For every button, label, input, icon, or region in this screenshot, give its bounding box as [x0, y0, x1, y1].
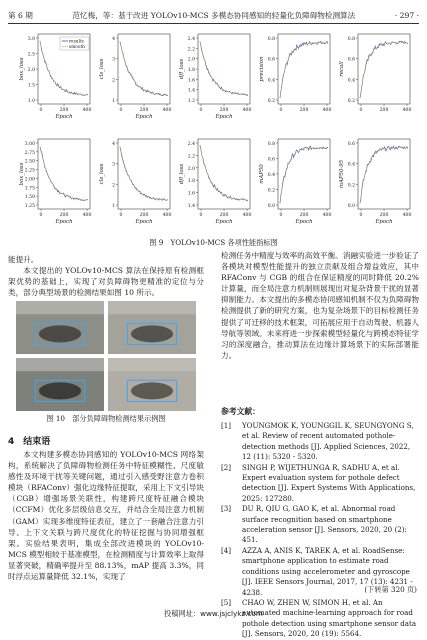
- metric-panel: [179, 139, 251, 225]
- y-tick-label: 1.50: [24, 195, 35, 201]
- photo-sky: [108, 301, 196, 314]
- paragraph-continued: 能提升。: [8, 255, 39, 264]
- x-tick-label: 0: [119, 108, 123, 113]
- y-tick-label: 3: [112, 57, 115, 63]
- y-axis-label: mAP50-95: [339, 159, 345, 189]
- y-tick-label: 2: [112, 183, 115, 189]
- y-tick-label: 2.4: [187, 37, 195, 42]
- y-tick-label: 3: [112, 162, 115, 168]
- y-tick-label: 1.6: [187, 78, 195, 84]
- photo-sky: [16, 301, 104, 314]
- pothole: [39, 325, 81, 342]
- y-tick-label: 0.4: [267, 173, 275, 178]
- legend: [60, 37, 89, 50]
- figure-9-metrics-grid: [14, 28, 414, 238]
- x-tick-label: 0: [279, 213, 283, 218]
- y-tick-label: 2.5: [27, 52, 35, 58]
- x-tick-label: 200: [59, 108, 69, 113]
- y-tick-label: 1.75: [24, 186, 35, 192]
- y-tick-label: 0.2: [347, 183, 355, 189]
- y-tick-label: 4: [112, 37, 115, 42]
- reference-index: [3]: [221, 504, 232, 514]
- metric-panel: [339, 139, 411, 225]
- y-axis-label: box_loss: [19, 57, 25, 81]
- reference-index: [4]: [221, 545, 232, 555]
- x-tick-label: 0: [359, 213, 363, 218]
- plot-frame: [38, 139, 90, 209]
- continued-note: (下转第 320 页): [364, 585, 417, 594]
- paragraph-results: 本文提出的 YOLOv10-MCS 算法在保持原有检测框架优势的基础上，实现了对负障碍物更精准的定位与分类，部分典型场景的检测结果如图 10 所示。: [8, 266, 204, 298]
- photo-sky: [108, 358, 196, 371]
- y-tick-label: 0.8: [267, 37, 275, 42]
- left-column-conclusion: [8, 449, 204, 582]
- y-tick-label: 1: [112, 99, 115, 104]
- pothole: [131, 382, 173, 399]
- x-tick-label: 0: [39, 213, 43, 218]
- x-axis-label: Epoch: [215, 219, 233, 225]
- figure-10-caption: 图 10 部分负障碍物检测结果示例图: [46, 414, 166, 423]
- y-axis-label: mAP50: [259, 164, 265, 184]
- x-tick-label: 400: [402, 108, 412, 113]
- y-tick-label: 1.5: [27, 83, 35, 89]
- metric-panel: [99, 139, 171, 225]
- metric-panel: [179, 34, 251, 120]
- y-tick-label: 3.0: [27, 37, 35, 42]
- y-tick-label: 0.2: [267, 188, 275, 194]
- reference-text: YOUNGMOK K, YOUNGGIL K, SEUNGYONG S, et al. Review of recent automated pothole-detection methods [J]. Applied Sciences, 2022, 12 (11): 5320 - 5320.: [242, 421, 414, 462]
- y-tick-label: 1.8: [187, 179, 195, 185]
- plot-frame: [358, 139, 410, 209]
- plot-frame: [118, 139, 170, 209]
- y-tick-label: 0.6: [347, 57, 355, 63]
- y-tick-label: 0.4: [267, 78, 275, 84]
- reference-index: [2]: [221, 462, 232, 472]
- paragraph-balance: 检测任务中精度与效率的高效平衡。消融实验进一步验证了各模块对模型性能提升的独立贡献及组合增益效应，其中 RFAConv 与 CGB 的组合在保证精度的同时降低 20.2%计算量，而全局注意力机制则展现出对复杂背景干扰的显著抑制能力。本文提出的多模态协同感知机制不仅为负障碍物检测提供了新的研究方案，也为复杂场景下的目标检测任务提供了可迁移的技术框架，可拓展应用于自动驾驶、机器人导航等领域。未来将进一步探索模型轻量化与跨模态特征学习的深度融合，推动算法在边缘计算场景下的实际部署能力。: [221, 251, 419, 360]
- x-tick-label: 400: [322, 213, 332, 218]
- plot-frame: [198, 34, 250, 104]
- reference-index: [1]: [221, 421, 232, 430]
- y-tick-label: 1.25: [24, 204, 35, 209]
- legend-label-smooth: smooth: [69, 45, 85, 50]
- y-tick-label: 0.6: [347, 142, 355, 147]
- plot-frame: [358, 34, 410, 104]
- y-tick-label: 2.25: [24, 168, 35, 174]
- metric-panel: [339, 34, 411, 113]
- y-tick-label: 2.50: [24, 159, 35, 165]
- y-tick-label: 0.8: [267, 142, 275, 147]
- x-tick-label: 400: [242, 108, 252, 113]
- y-tick-label: 1.0: [27, 99, 35, 104]
- x-tick-label: 0: [279, 108, 283, 113]
- figure-10-detection-photos: [16, 301, 196, 411]
- section-heading-conclusion: 4 结束语: [8, 437, 51, 447]
- submission-url: 投稿网址：www.jsjclykz.com: [164, 609, 263, 618]
- y-tick-label: 2.0: [187, 57, 195, 63]
- metric-panel: [259, 139, 331, 225]
- y-tick-label: 2.75: [24, 150, 35, 156]
- y-axis-label: recall: [339, 61, 345, 77]
- y-axis-label: dfl_loss: [179, 163, 185, 185]
- x-tick-label: 200: [219, 213, 229, 218]
- pothole: [131, 325, 173, 342]
- y-tick-label: 4: [112, 142, 115, 147]
- y-axis-label: cls_loss: [99, 163, 105, 185]
- x-tick-label: 400: [162, 213, 172, 218]
- reference-item: [221, 421, 419, 463]
- y-tick-label: 2.4: [187, 142, 195, 147]
- reference-text: AZZA A, ANIS K, TAREK A, et al. RoadSense: smartphone application to estimate road conditions using accelerometer and gyroscope [J]. IEEE Sensors Journal, 2017, 17 (13): 4231 - 4238.: [242, 545, 413, 597]
- y-tick-label: 2: [112, 78, 115, 84]
- reference-item: [221, 463, 419, 505]
- plot-frame: [118, 34, 170, 104]
- y-axis-label: precision: [259, 56, 265, 82]
- page-number: · 297 ·: [394, 10, 419, 20]
- x-tick-label: 200: [299, 213, 309, 218]
- reference-item: [221, 504, 419, 546]
- x-tick-label: 200: [139, 108, 149, 113]
- y-tick-label: 0.4: [347, 78, 355, 84]
- y-tick-label: 0.2: [267, 99, 275, 104]
- y-tick-label: 2.00: [24, 177, 35, 183]
- references-list: [221, 421, 419, 640]
- pothole: [39, 382, 81, 399]
- right-column-text: [221, 250, 419, 361]
- references-heading: 参考文献：: [221, 407, 260, 416]
- figure-9-caption: 图 9 YOLOv10-MCS 各项性能指标图: [149, 238, 278, 247]
- y-tick-label: 0.2: [347, 99, 355, 104]
- x-axis-label: Epoch: [375, 219, 393, 225]
- x-tick-label: 400: [242, 213, 252, 218]
- x-axis-label: Epoch: [55, 114, 73, 120]
- x-axis-label: Epoch: [135, 219, 153, 225]
- header-rule: [8, 23, 419, 24]
- x-axis-label: Epoch: [215, 114, 233, 120]
- reference-text: DU R, QIU G, GAO K, et al. Abnormal road surface recognition based on smartphone acceleration sensor [J]. Sensors, 2020, 20 (2): 451.: [242, 504, 407, 545]
- x-tick-label: 200: [219, 108, 229, 113]
- metric-panel: [19, 34, 91, 120]
- metric-panel: [259, 34, 331, 113]
- reference-text: SINGH P, WIJETHUNGA R, SADHU A, et al. Expert evaluation system for pothole defect detection [J]. Expert Systems With Applications, 2025: 127280.: [242, 462, 416, 503]
- x-tick-label: 400: [322, 108, 332, 113]
- y-tick-label: 2.0: [187, 166, 195, 172]
- x-tick-label: 400: [402, 213, 412, 218]
- reference-index: [5]: [221, 597, 232, 607]
- paragraph-conclusion: 本文构建多模态协同感知的 YOLOv10-MCS 网络架构，系统解决了负障碍物检测任务中特征模糊性、尺度敏感性及环境干扰等关键问题，通过引入感受野注意力卷积模块（RFAConv）强化边缘特征提取，采用上下文引导块（CGB）增强场景关联性，构建跨尺度特征融合模块（CCFM）优化多层级信息交互，并结合全局注意力机制（GAM）实现多维度特征表征，建立了一套融合注意力引导、上下文关联与跨尺度优化的特征挖掘与协同增强框架。实验结果表明，集成全部改进模块的 YOLOv10-MCS 模型相较于基准模型，在检测精度与计算效率上取得显著突破，精确率提升至 88.13%，mAP 提高 3.3%，同时浮点运算量降低 32.1%，实现了: [8, 450, 204, 582]
- x-tick-label: 400: [82, 108, 92, 113]
- x-tick-label: 200: [299, 108, 309, 113]
- x-axis-label: Epoch: [135, 114, 153, 120]
- y-tick-label: 1.4: [187, 204, 195, 209]
- issue-number: 第 6 期: [8, 10, 33, 20]
- reference-text: CHAO W, ZHEN W, SIMON H, et al. An automated machine-learning approach for road pothole detection using smartphone sensor data [J]. Sensors, 2020, 20 (19): 5564.: [242, 597, 417, 639]
- plot-frame: [278, 34, 330, 104]
- x-tick-label: 200: [59, 213, 69, 218]
- y-tick-label: 3.00: [24, 142, 35, 147]
- x-tick-label: 0: [359, 108, 363, 113]
- x-tick-label: 200: [379, 213, 389, 218]
- running-header: [8, 9, 419, 21]
- y-tick-label: 0.8: [347, 37, 355, 42]
- x-tick-label: 200: [379, 108, 389, 113]
- y-tick-label: 2.0: [27, 68, 35, 73]
- metric-panel: [19, 139, 91, 225]
- y-tick-label: 1.4: [187, 88, 195, 94]
- y-axis-label: cls_loss: [99, 58, 105, 80]
- left-column-intro: [8, 254, 204, 298]
- running-title: 范忆梅，等：基于改进 YOLOv10-MCS 多模态协同感知的轻量化负障碍物检测算法: [72, 10, 356, 20]
- x-axis-label: Epoch: [55, 219, 73, 225]
- photo-sky: [16, 358, 104, 371]
- x-tick-label: 200: [139, 213, 149, 218]
- x-tick-label: 0: [199, 213, 203, 218]
- y-tick-label: 1: [112, 204, 115, 209]
- y-tick-label: 1.8: [187, 68, 195, 73]
- y-tick-label: 1.6: [187, 191, 195, 197]
- metric-panel: [99, 34, 171, 120]
- y-tick-label: 0.6: [267, 157, 275, 163]
- y-tick-label: 2.2: [187, 47, 195, 53]
- x-tick-label: 0: [119, 213, 123, 218]
- x-tick-label: 0: [199, 108, 203, 113]
- y-tick-label: 0.6: [267, 57, 275, 63]
- y-tick-label: 2.2: [187, 154, 195, 160]
- x-tick-label: 400: [82, 213, 92, 218]
- x-tick-label: 0: [39, 108, 43, 113]
- x-axis-label: Epoch: [295, 219, 313, 225]
- x-tick-label: 400: [162, 108, 172, 113]
- y-axis-label: dfl_loss: [179, 58, 185, 80]
- y-tick-label: 0.0: [347, 204, 355, 209]
- y-tick-label: 0.0: [267, 204, 275, 209]
- y-axis-label: box_loss: [19, 162, 25, 186]
- y-tick-label: 1.2: [187, 99, 195, 104]
- y-tick-label: 0.4: [347, 162, 355, 168]
- legend-label-results: results: [69, 39, 84, 45]
